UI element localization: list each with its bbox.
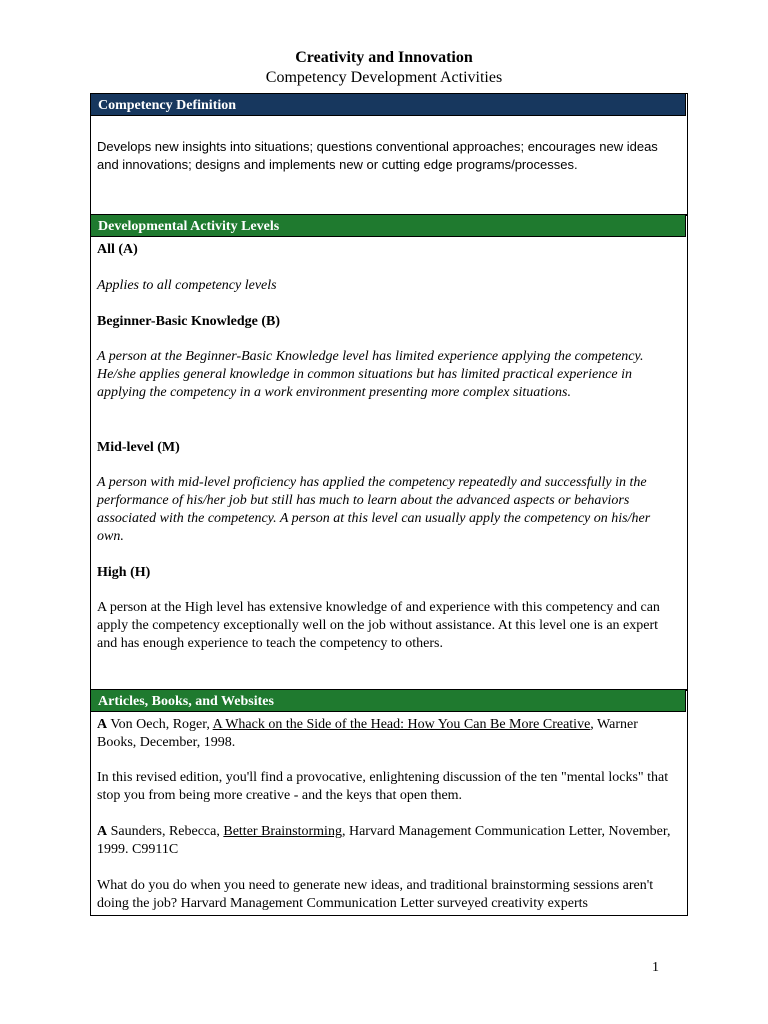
resource-level: A [97,824,108,839]
level-label-beginner: Beginner-Basic Knowledge (B) [97,314,281,329]
resource-summary: In this revised edition, you'll find a provocative, enlightening discussion of the ten "mental locks" that stop you from being more creative - and the keys that open them. [97,770,669,803]
page-number: 1 [652,960,659,975]
resource-author: Saunders, Rebecca, [107,824,224,839]
resource-title: A Whack on the Side of the Head: How You Can Be More Creative [212,717,591,732]
resource-citation [97,716,679,752]
level-description-beginner: A person at the Beginner-Basic Knowledge level has limited experience applying the competency. He/she applies general knowledge in common situations but has limited practical experience in applying the competency in a work environment presenting more complex situations. [97,349,644,400]
resources-heading: Articles, Books, and Websites [90,689,686,712]
level-description-mid: A person with mid-level proficiency has applied the competency repeatedly and successfully in the performance of his/her job but still has much to learn about the advanced aspects or behaviors associated with the competency. A person at this level can usually apply the competency on his/her own. [97,475,651,544]
resource-details: , Harvard Management Communication Letter, November, 1999. C9911C [97,824,671,857]
resource-details: , Warner Books, December, 1998. [97,717,638,750]
resource-title: Better Brainstorming [223,824,342,839]
resource-author: Von Oech, Roger, [107,717,213,732]
document-title: Creativity and Innovation [295,49,473,66]
definition-text: Develops new insights into situations; questions conventional approaches; encourages new ideas and innovations; designs and implements new or cutting edge programs/processes. [97,139,658,172]
definition-heading: Competency Definition [90,93,686,116]
resource-citation [97,823,679,859]
levels-heading: Developmental Activity Levels [90,214,686,237]
level-label-mid: Mid-level (M) [97,440,180,455]
level-description-high: A person at the High level has extensive knowledge of and experience with this competency and can apply the competency exceptionally well on the job without assistance. At this level one is an expert and has enough experience to teach the competency to others. [97,600,660,651]
document-subtitle: Competency Development Activities [265,69,503,86]
resource-summary: What do you do when you need to generate new ideas, and traditional brainstorming sessions aren't doing the job? Harvard Management Communication Letter surveyed creativity experts [97,878,654,911]
level-description-all: Applies to all competency levels [97,278,277,293]
resource-level: A [97,717,108,732]
level-label-high: High (H) [97,565,151,580]
level-label-all: All (A) [97,242,138,257]
